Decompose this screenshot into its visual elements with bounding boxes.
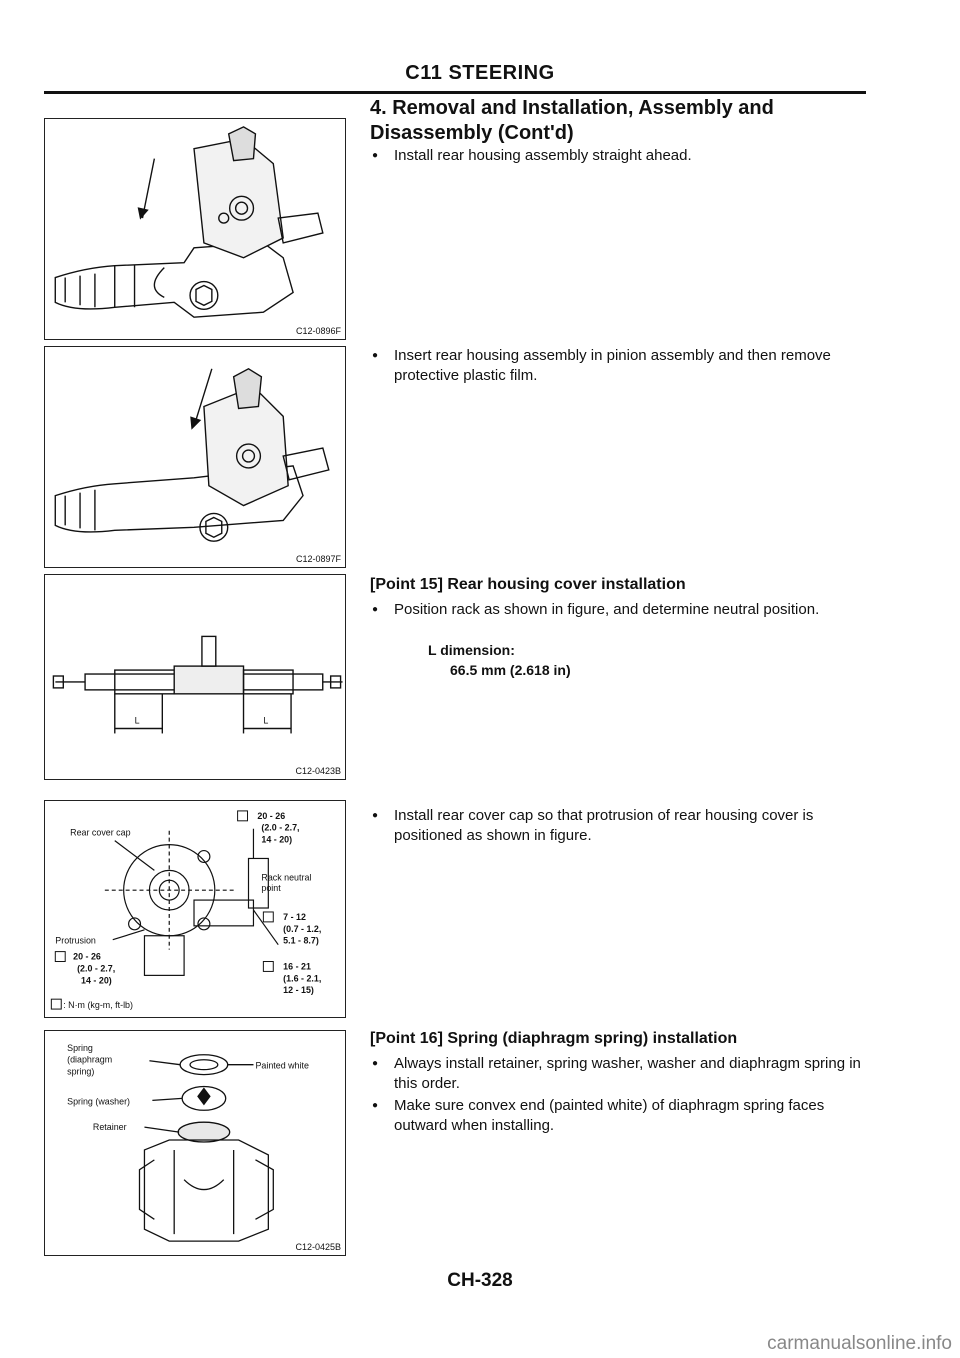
torque-c: 20 - 26 (73, 951, 101, 962)
l-dimension-label: L dimension: (428, 642, 515, 658)
torque-d2: (1.6 - 2.1, (283, 973, 322, 984)
torque-d3: 12 - 15) (283, 985, 314, 996)
rear-cover-cap-illustration (45, 801, 345, 1017)
steering-gear-illustration-2 (45, 347, 345, 567)
figure-code: C12-0425B (295, 1242, 341, 1252)
steering-gear-illustration-1 (45, 119, 345, 339)
torque-icon (238, 811, 248, 821)
figure-rear-cover-cap (44, 800, 346, 1018)
torque-d: 16 - 21 (283, 961, 311, 972)
bullet-install-rear-housing: ● Install rear housing assembly straight ahead. (370, 146, 878, 166)
torque-a: 20 - 26 (257, 810, 286, 821)
figure-insert-rear-housing (44, 346, 346, 568)
header-rule (44, 91, 866, 94)
watermark: carmanualsonline.info (767, 1333, 952, 1354)
dim-label-right: L (263, 715, 269, 726)
label-spring-washer: Spring (washer) (67, 1096, 131, 1107)
unit-note: : N·m (kg-m, ft-lb) (63, 1000, 133, 1011)
torque-b2: (0.7 - 1.2, (283, 923, 322, 934)
section-title: 4. Removal and Installation, Assembly and Disassembly (Cont'd) (370, 97, 774, 144)
torque-c2: (2.0 - 2.7, (77, 963, 116, 974)
figure-code: C12-0896F (295, 326, 341, 336)
bullet-insert-rear-housing: ● Insert rear housing assembly in pinion assembly and then remove protective plastic film. (370, 346, 878, 386)
rack-dimension-illustration (45, 575, 345, 779)
bullet-install-rear-cover-cap: ● Install rear cover cap so that protrusion of rear housing cover is positioned as shown in figure. (370, 806, 878, 846)
torque-icon (263, 962, 273, 972)
torque-a3: 14 - 20) (261, 834, 293, 845)
label-retainer: Retainer (92, 1122, 127, 1133)
label-painted-white: Painted white (255, 1060, 309, 1071)
point-15-title: [Point 15] Rear housing cover installation (370, 576, 686, 593)
bullet-convex-end: ● Make sure convex end (painted white) of diaphragm spring faces outward when installing. (370, 1096, 878, 1136)
figure-rack-neutral-position (44, 574, 346, 780)
figure-code: C12-0423B (295, 766, 341, 776)
label-diaphragm2: spring) (67, 1066, 95, 1077)
torque-icon (263, 912, 273, 922)
bullet-position-rack: ● Position rack as shown in figure, and determine neutral position. (370, 600, 878, 620)
figure-code: C12-0897F (295, 554, 341, 564)
torque-b: 7 - 12 (283, 911, 306, 922)
figure-rear-housing-straight (44, 118, 346, 340)
point-16-title: [Point 16] Spring (diaphragm spring) installation (370, 1030, 738, 1047)
header-title: C11 STEERING (405, 62, 555, 84)
label-rack-neutral: Rack neutral (261, 872, 312, 883)
diaphragm-spring-illustration (45, 1031, 345, 1255)
dim-label-left: L (134, 715, 140, 726)
torque-icon (51, 999, 61, 1009)
label-diaphragm: (diaphragm (67, 1054, 113, 1065)
torque-c3: 14 - 20) (81, 975, 112, 986)
bullet-install-order: ● Always install retainer, spring washer, washer and diaphragm spring in this order. (370, 1054, 878, 1094)
label-spring: Spring (67, 1042, 93, 1053)
label-rack-neutral2: point (261, 883, 281, 894)
page-number: CH-328 (447, 1270, 513, 1291)
torque-a2: (2.0 - 2.7, (261, 822, 300, 833)
torque-b3: 5.1 - 8.7) (283, 935, 319, 946)
label-protrusion: Protrusion (55, 935, 96, 946)
figure-diaphragm-spring (44, 1030, 346, 1256)
label-rear-cover-cap: Rear cover cap (70, 827, 131, 838)
l-dimension-value: 66.5 mm (2.618 in) (450, 662, 571, 678)
torque-icon (55, 952, 65, 962)
